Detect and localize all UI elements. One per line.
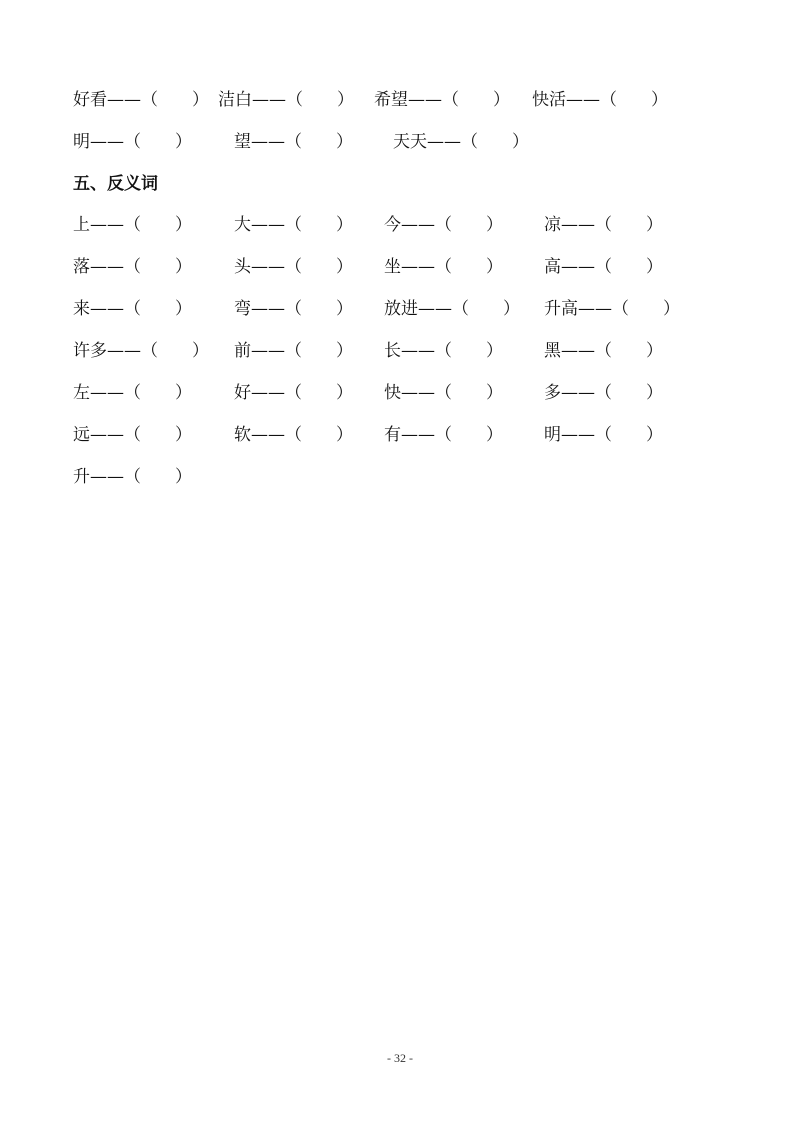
- synonym-item-ming: 明——（ ）: [73, 132, 192, 152]
- synonym-item-wang: 望——（ ）: [234, 132, 353, 152]
- antonym-item: 凉——（ ）: [544, 215, 663, 235]
- antonym-item: 许多——（ ）: [73, 341, 209, 361]
- antonym-item: 弯——（ ）: [234, 299, 353, 319]
- antonym-item: 左——（ ）: [73, 383, 192, 403]
- antonym-item: 上——（ ）: [73, 215, 192, 235]
- antonym-item: 远——（ ）: [73, 425, 192, 445]
- synonym-row-2: [0, 128, 800, 156]
- antonym-item: 软——（ ）: [234, 425, 353, 445]
- synonym-item-kuaihuo: 快活——（ ）: [532, 90, 668, 110]
- antonym-item: 升高——（ ）: [544, 299, 680, 319]
- antonym-item: 好——（ ）: [234, 383, 353, 403]
- antonym-row-2: [0, 253, 800, 281]
- antonym-item: 落——（ ）: [73, 257, 192, 277]
- antonym-row-4: [0, 337, 800, 365]
- antonym-row-7: [0, 463, 800, 491]
- synonym-item-tiantian: 天天——（ ）: [393, 132, 529, 152]
- antonym-item: 前——（ ）: [234, 341, 353, 361]
- antonym-item: 坐——（ ）: [384, 257, 503, 277]
- antonym-item: 大——（ ）: [234, 215, 353, 235]
- synonym-row-1: [0, 86, 800, 114]
- antonym-item: 头——（ ）: [234, 257, 353, 277]
- antonym-item: 高——（ ）: [544, 257, 663, 277]
- antonym-item: 多——（ ）: [544, 383, 663, 403]
- antonym-row-3: [0, 295, 800, 323]
- page-number: - 32 -: [387, 1051, 413, 1065]
- antonym-item: 今——（ ）: [384, 215, 503, 235]
- antonym-item: 升——（ ）: [73, 467, 192, 487]
- synonym-item-jiebai: 洁白——（ ）: [218, 90, 354, 110]
- antonym-item: 快——（ ）: [384, 383, 503, 403]
- antonym-row-1: [0, 211, 800, 239]
- antonym-item: 来——（ ）: [73, 299, 192, 319]
- section-heading-antonyms: 五、反义词: [73, 174, 158, 194]
- antonym-item: 明——（ ）: [544, 425, 663, 445]
- synonym-item-haokan: 好看——（ ）: [73, 90, 209, 110]
- antonym-row-6: [0, 421, 800, 449]
- antonym-item: 黑——（ ）: [544, 341, 663, 361]
- synonym-item-xiwang: 希望——（ ）: [374, 90, 510, 110]
- antonym-item: 放进——（ ）: [384, 299, 520, 319]
- antonym-row-5: [0, 379, 800, 407]
- antonym-item: 长——（ ）: [384, 341, 503, 361]
- antonym-item: 有——（ ）: [384, 425, 503, 445]
